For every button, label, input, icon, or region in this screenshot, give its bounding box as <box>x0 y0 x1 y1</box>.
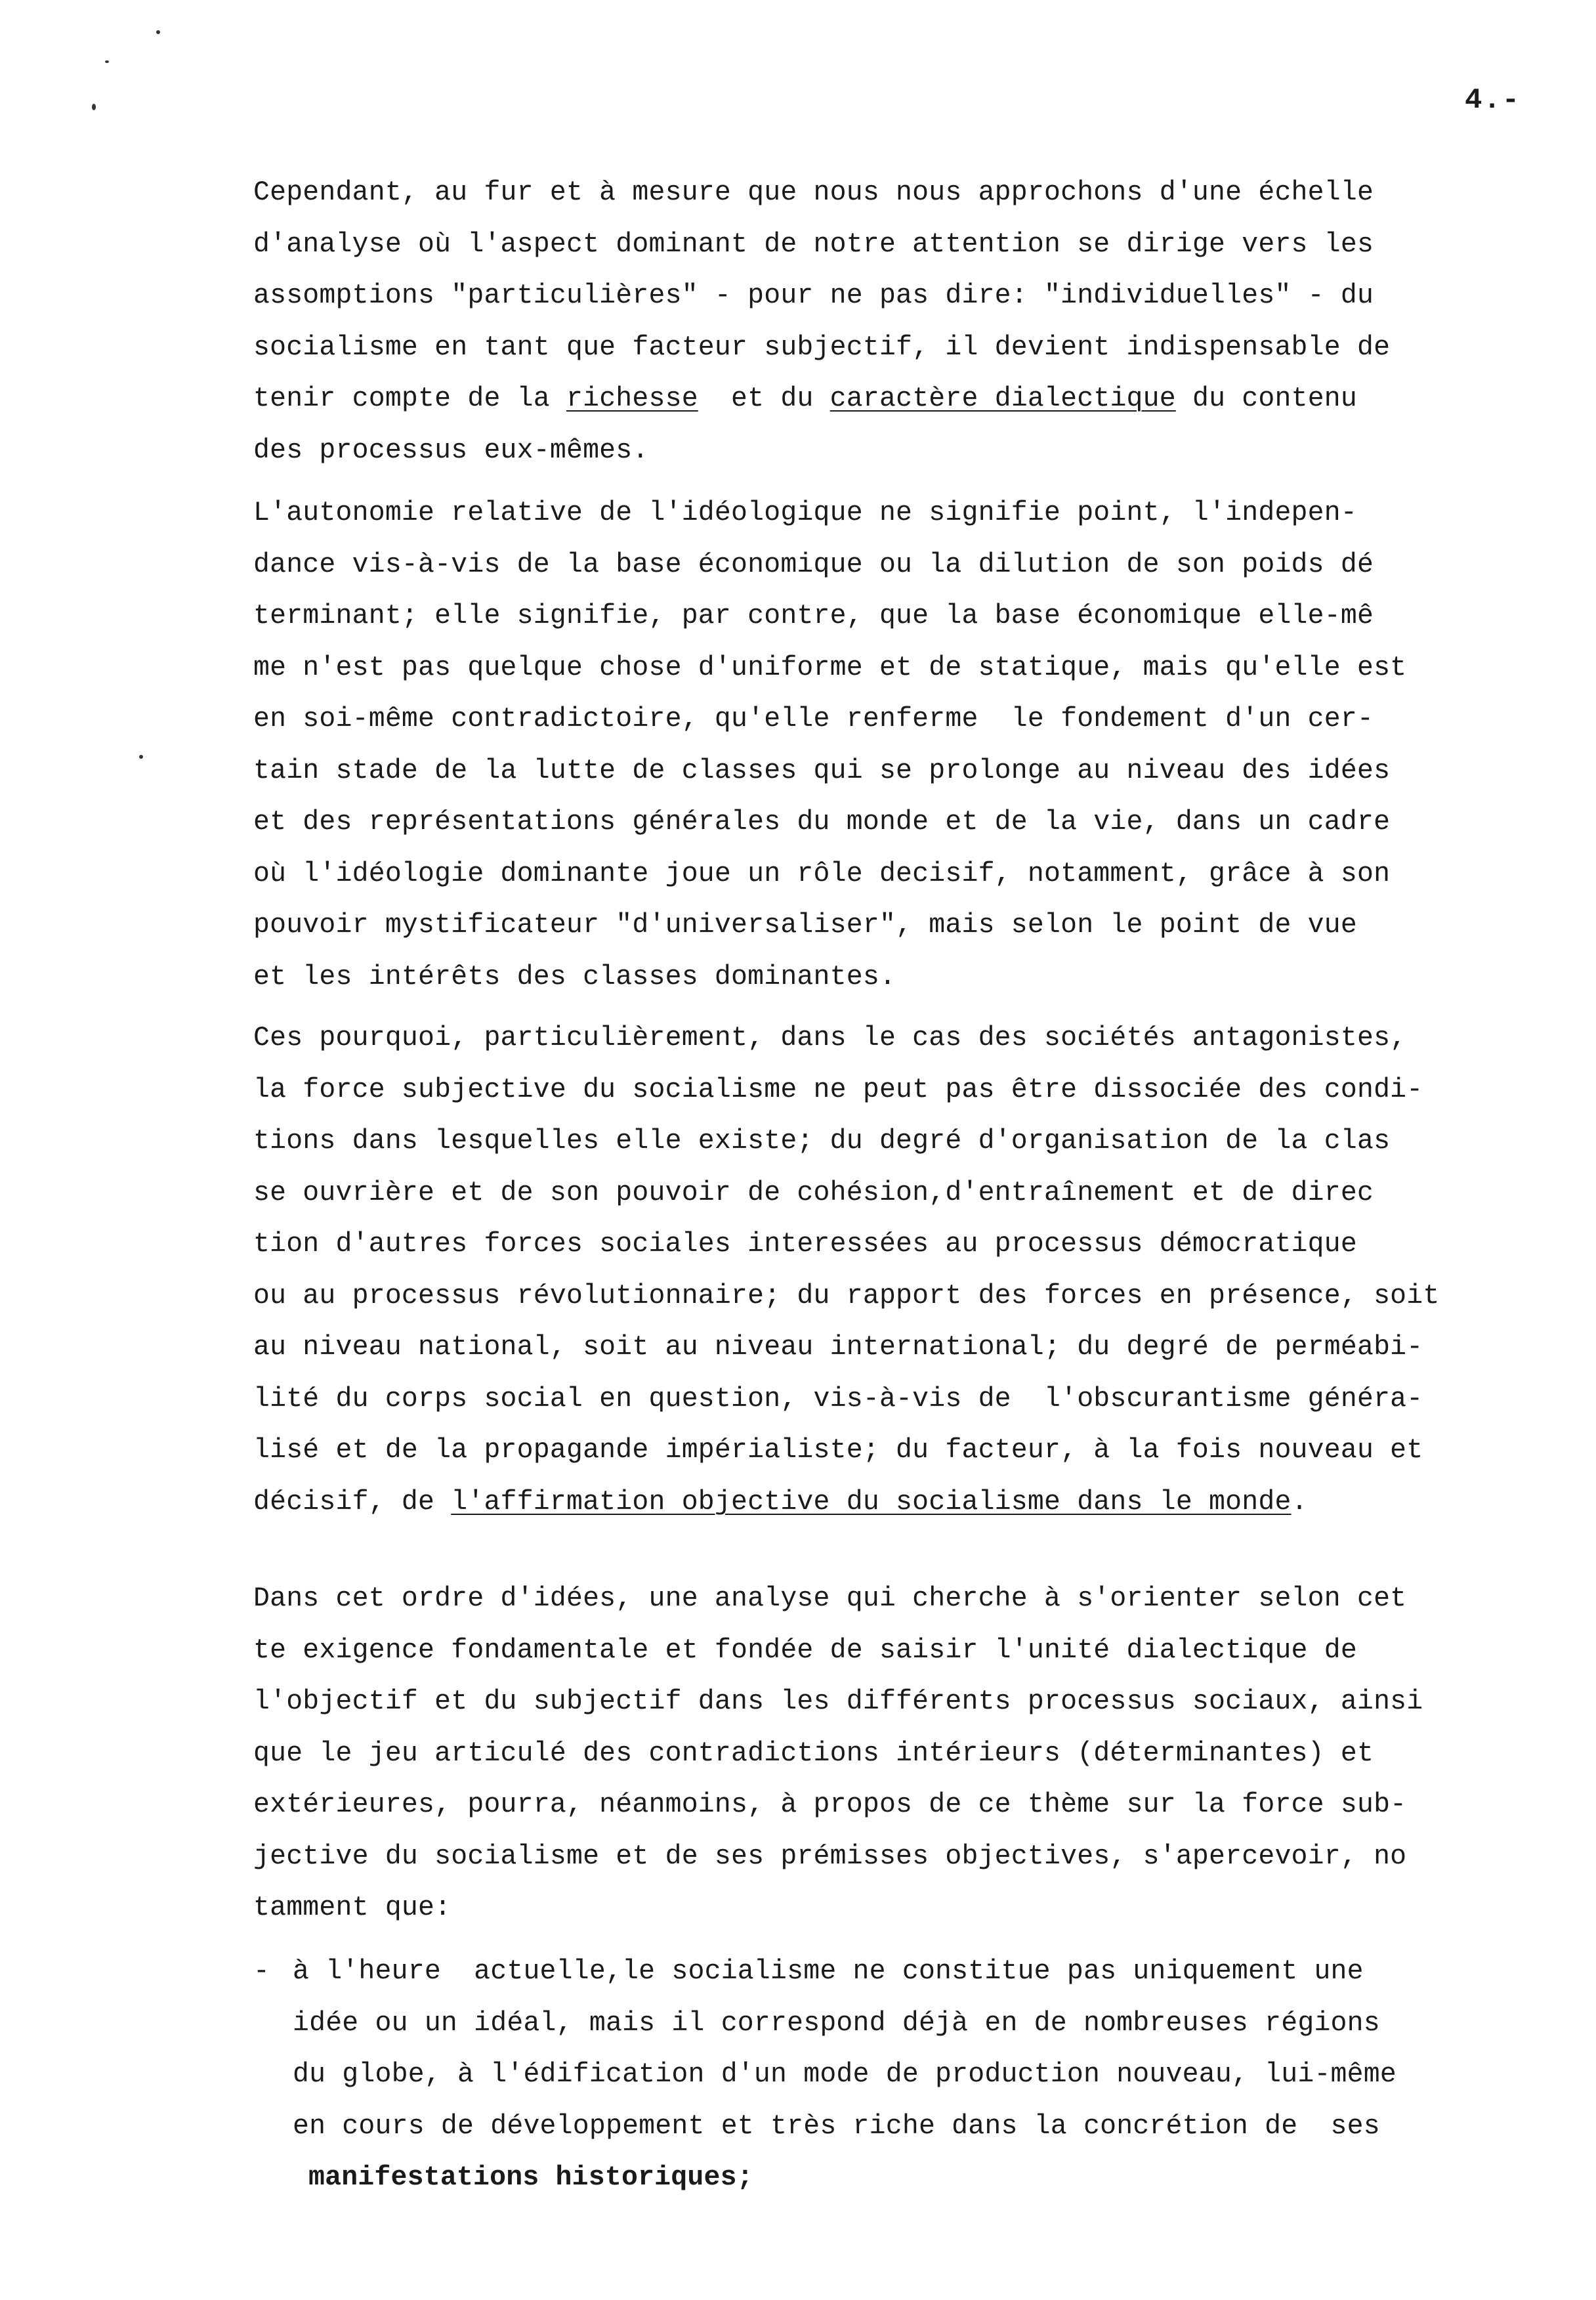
paragraph-2: L'autonomie relative de l'idéologique ne signifie point, l'indepen- dance vis-à-vis de la base économique ou la dilution de son poids dé terminant; elle signifie, par contre, que la base économique elle-mê me n'est pas quelque chose d'uniforme et de statique, mais qu'elle est en soi-même contradictoire, qu'elle renferme le fondement d'un cer- tain stade de la lutte de classes qui se prolonge au niveau des idées et des représentations générales du monde et de la vie, dans un cadre où l'idéologie dominante joue un rôle decisif, notamment, grâce à son pouvoir mystificateur "d'universaliser", mais selon le point de vue et les intérêts des classes dominantes. <box>253 498 1407 992</box>
underlined-term: caractère dialectique <box>830 383 1176 414</box>
scan-speck <box>105 60 109 63</box>
underlined-phrase: l'affirmation objective du socialisme dans le monde <box>451 1486 1292 1518</box>
paragraph-3: Ces pourquoi, particulièrement, dans le cas des sociétés antagonistes, la force subjective du socialisme ne peut pas être dissociée des condi- tions dans lesquelles elle existe; du degré d'organisation de la clas se ouvrière et de son pouvoir de cohésion,d'entraînement et de direc tion d'autres forces sociales interessées au processus démocratique ou au processus révolutionnaire; du rapport des forces en présence, soit au niveau national, soit au niveau international; du degré de perméabi- lité du corps social en question, vis-à-vis de l'obscurantisme généra- lisé et de la propagande impérialiste; du facteur, à la fois nouveau et décisif, de l'affirmation objective du socialisme dans le monde. <box>253 1023 1440 1518</box>
paragraph-4: Dans cet ordre d'idées, une analyse qui cherche à s'orienter selon cet te exigence fondamentale et fondée de saisir l'unité dialectique de l'objectif et du subjectif dans les différents processus sociaux, ainsi que le jeu articulé des contradictions intérieurs (déterminantes) et extérieures, pourra, néanmoins, à propos de ce thème sur la force sub- jective du socialisme et de ses prémisses objectives, s'apercevoir, no tamment que: <box>253 1583 1423 1923</box>
paragraph-1: Cependant, au fur et à mesure que nous nous approchons d'une échelle d'analyse où l'aspect dominant de notre attention se dirige vers les assomptions "particulières" - pour ne pas dire: "individuelles" - du socialisme en tant que facteur subjectif, il devient indispensable de tenir compte de la richesse et du caractère dialectique du contenu des processus eux-mêmes. <box>253 177 1391 466</box>
list-item: à l'heure actuelle,le socialisme ne constitue pas uniquement une idée ou un idéal, mais il correspond déjà en de nombreuses régions du globe, à l'édification d'un mode de production nouveau, lui-même en cours de développement et très riche dans la concrétion de ses manifestations historiques; <box>293 1956 1396 2193</box>
list-bullet: - <box>253 1956 270 1987</box>
scan-speck <box>139 755 143 759</box>
scan-speck <box>92 104 96 110</box>
underlined-term: richesse <box>566 383 698 414</box>
scan-speck <box>156 30 160 34</box>
page-number: 4.- <box>1465 84 1521 117</box>
